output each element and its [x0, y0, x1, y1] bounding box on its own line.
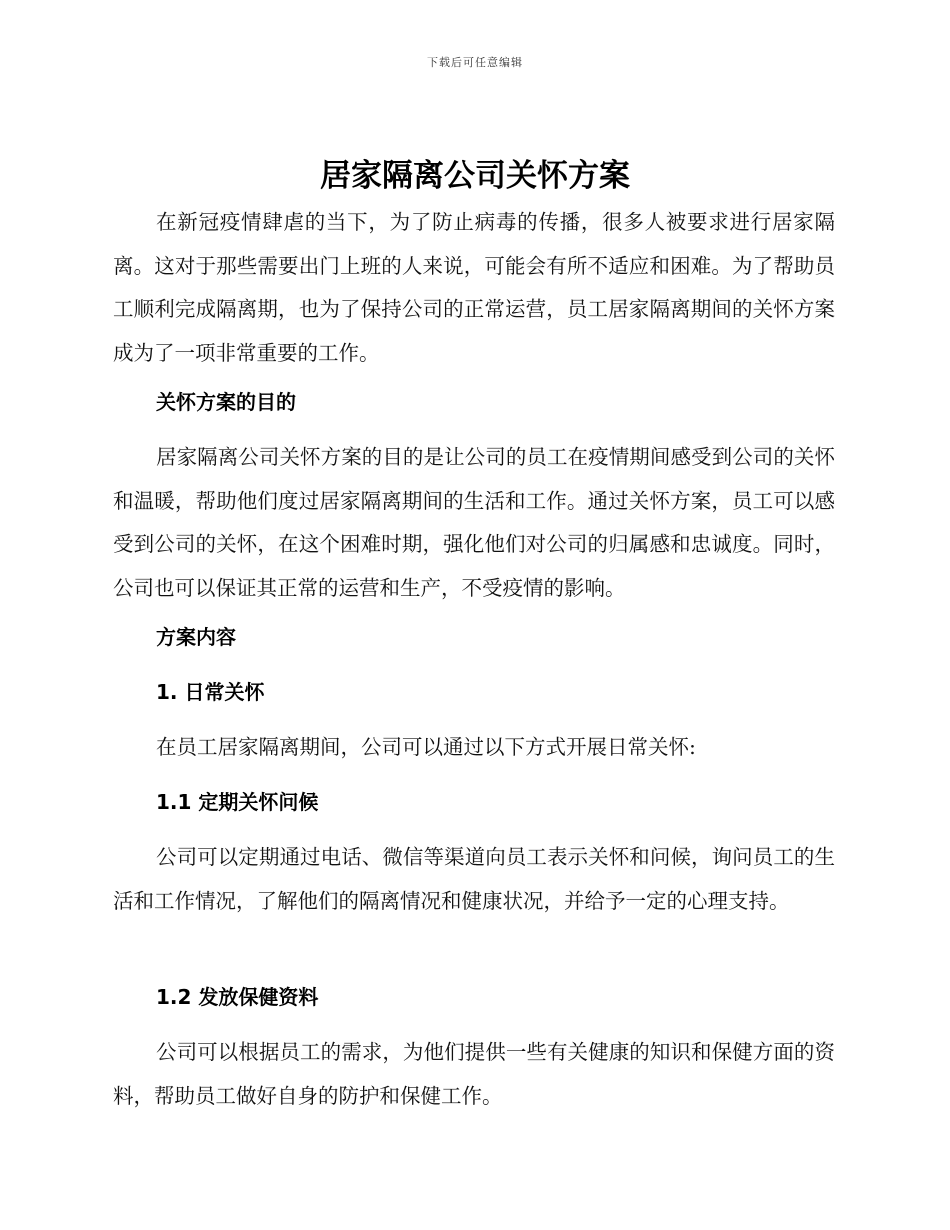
document-title: 居家隔离公司关怀方案 — [320, 158, 630, 194]
heading-daily-care: 1. 日常关怀 — [156, 680, 265, 704]
heading-regular-greeting: 1.1 定期关怀问候 — [156, 790, 319, 814]
intro-paragraph: 在新冠疫情肆虐的当下，为了防止病毒的传播，很多人被要求进行居家隔离。这对于那些需要出门上班的人来说，可能会有所不适应和困难。为了帮助员工顺利完成隔离期，也为了保持公司的正常运营，员工居家隔离期间的关怀方案成为了一项非常重要的工作。 — [113, 210, 835, 365]
heading-content: 方案内容 — [156, 625, 236, 649]
purpose-paragraph: 居家隔离公司关怀方案的目的是让公司的员工在疫情期间感受到公司的关怀和温暖，帮助他们度过居家隔离期间的生活和工作。通过关怀方案，员工可以感受到公司的关怀，在这个困难时期，强化他们对公司的归属感和忠诚度。同时，公司也可以保证其正常的运营和生产，不受疫情的影响。 — [113, 445, 835, 600]
materials-paragraph: 公司可以根据员工的需求，为他们提供一些有关健康的知识和保健方面的资料，帮助员工做好自身的防护和保健工作。 — [113, 1040, 835, 1108]
heading-health-materials: 1.2 发放保健资料 — [156, 985, 319, 1009]
daily-intro-paragraph: 在员工居家隔离期间，公司可以通过以下方式开展日常关怀: — [156, 735, 696, 759]
greeting-paragraph: 公司可以定期通过电话、微信等渠道向员工表示关怀和问候，询问员工的生活和工作情况，了解他们的隔离情况和健康状况，并给予一定的心理支持。 — [113, 845, 835, 913]
header-note: 下载后可任意编辑 — [427, 56, 523, 69]
heading-purpose: 关怀方案的目的 — [156, 390, 296, 414]
